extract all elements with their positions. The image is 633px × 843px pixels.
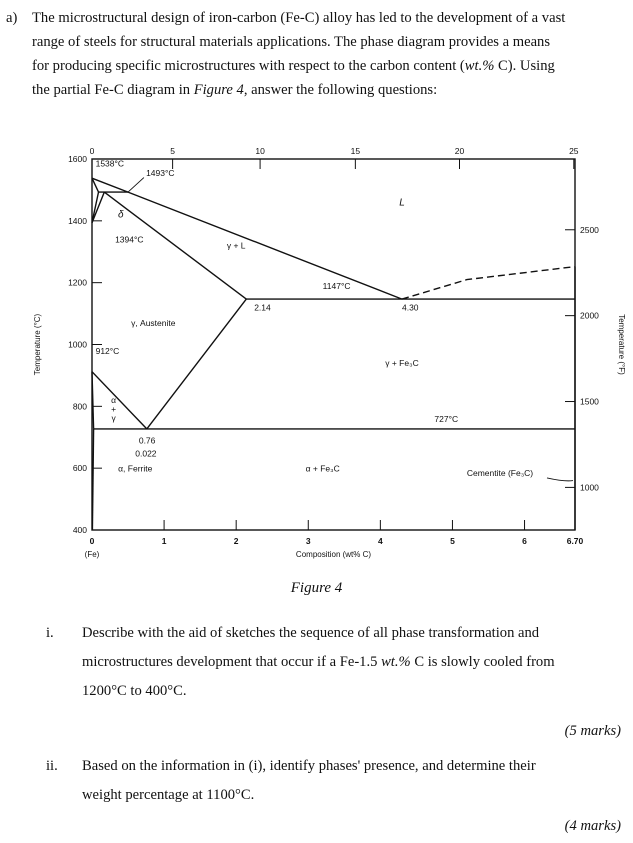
phase-label: L bbox=[399, 197, 405, 209]
intro-line: for producing specific microstructures with respect to the carbon content (wt.% C). Using bbox=[32, 58, 555, 74]
phase-label: γ + Fe₃C bbox=[385, 358, 419, 369]
question-number: ii. bbox=[46, 758, 58, 774]
part-label: a) bbox=[6, 10, 18, 26]
x-top-tick-label: 15 bbox=[350, 146, 361, 156]
question-text bbox=[82, 619, 622, 706]
y-right-tick-label: 1500 bbox=[580, 396, 599, 407]
x-bottom-tick-label: 2 bbox=[233, 536, 239, 546]
annotation-label: 1394°C bbox=[115, 234, 144, 245]
annotation-label bbox=[111, 395, 116, 423]
annotation-label: Cementite (Fe₃C) bbox=[466, 467, 534, 478]
y-left-tick-label: 1000 bbox=[68, 339, 87, 350]
y-left-tick-label: 1200 bbox=[68, 277, 87, 288]
phase-label: γ + L bbox=[226, 240, 246, 251]
y-left-tick-label: 1600 bbox=[68, 154, 87, 164]
annotation-label: 2.14 bbox=[254, 302, 271, 313]
annotation-part: α bbox=[111, 395, 117, 406]
y-left-tick-label: 1400 bbox=[68, 215, 87, 226]
y-right-tick-label: 1000 bbox=[580, 482, 599, 493]
x-bottom-tick-label: 0 bbox=[89, 536, 95, 546]
boundary-liquidus-austenite bbox=[128, 192, 402, 299]
question-line: Describe with the aid of sketches the sequence of all phase transformation and bbox=[82, 625, 540, 641]
phase-label: α, Ferrite bbox=[118, 463, 153, 474]
annotation-label: 1147°C bbox=[322, 280, 351, 291]
annotation-part: + bbox=[111, 404, 117, 415]
x-top-tick-label: 20 bbox=[454, 146, 465, 156]
annotation-label: 1493°C bbox=[146, 168, 175, 179]
y-right-tick-label: 2000 bbox=[580, 310, 599, 321]
annotation-part: γ bbox=[111, 413, 116, 424]
question-text bbox=[82, 752, 622, 810]
question-number: i. bbox=[46, 625, 54, 641]
annotation-label: 1538°C bbox=[95, 158, 125, 169]
intro-line: range of steels for structural materials applications. The phase diagram provides a means bbox=[32, 34, 551, 50]
annotation-label: 0.022 bbox=[135, 448, 157, 459]
y-left-tick-label: 800 bbox=[72, 401, 87, 412]
question-line: microstructures development that occur if a Fe-1.5 wt.% C is slowly cooled from bbox=[82, 654, 555, 670]
annotation-label: 912°C bbox=[95, 345, 120, 356]
y-axis-left-label: Temperature (°C) bbox=[33, 313, 42, 376]
question-line: 1200°C to 400°C. bbox=[82, 683, 187, 699]
marks-label: (4 marks) bbox=[564, 818, 621, 834]
annotation-label: 0.76 bbox=[138, 435, 156, 446]
phase-label: α + Fe₃C bbox=[305, 463, 340, 474]
x-top-tick-label: 5 bbox=[170, 146, 175, 156]
question-line: weight percentage at 1100°C. bbox=[82, 787, 255, 803]
y-left-tick-label: 400 bbox=[72, 525, 87, 535]
marks-label: (5 marks) bbox=[564, 723, 621, 739]
x-bottom-tick-label: 3 bbox=[305, 536, 311, 546]
leader-line bbox=[547, 478, 573, 481]
intro-line: The microstructural design of iron-carbon (Fe-C) alloy has led to the development of a vast bbox=[32, 10, 566, 26]
leader-line bbox=[128, 178, 144, 193]
y-right-tick-label: 2500 bbox=[580, 224, 599, 235]
x-top-tick-label: 25 bbox=[569, 146, 579, 156]
x-bottom-tick-label: 5 bbox=[450, 536, 455, 546]
annotation-label: 727°C bbox=[434, 413, 459, 424]
phase-label: γ, Austenite bbox=[131, 317, 176, 328]
boundary-liquidus-cementite bbox=[402, 267, 575, 300]
y-left-tick-label: 600 bbox=[72, 463, 87, 474]
annotation-label: 4.30 bbox=[401, 302, 419, 313]
x-bottom-tick-label: 6.70 bbox=[566, 536, 584, 546]
y-axis-right-label: Temperature (°F) bbox=[617, 314, 626, 375]
phase-label: δ bbox=[118, 209, 124, 221]
question-line: Based on the information in (i), identify phases' presence, and determine their bbox=[82, 758, 536, 774]
x-bottom-note: (Fe) bbox=[84, 550, 100, 559]
x-top-tick-label: 10 bbox=[255, 146, 265, 156]
boundary-a3-line bbox=[92, 372, 147, 429]
x-axis-label: Composition (wt% C) bbox=[295, 550, 372, 559]
figure-caption: Figure 4 bbox=[290, 580, 343, 596]
x-bottom-tick-label: 4 bbox=[377, 536, 383, 546]
x-bottom-tick-label: 1 bbox=[161, 536, 167, 546]
intro-line: the partial Fe-C diagram in Figure 4, answer the following questions: bbox=[32, 82, 438, 98]
boundary-solidus-austenite bbox=[104, 192, 246, 299]
x-top-tick-label: 0 bbox=[89, 146, 95, 156]
x-bottom-tick-label: 6 bbox=[522, 536, 527, 546]
